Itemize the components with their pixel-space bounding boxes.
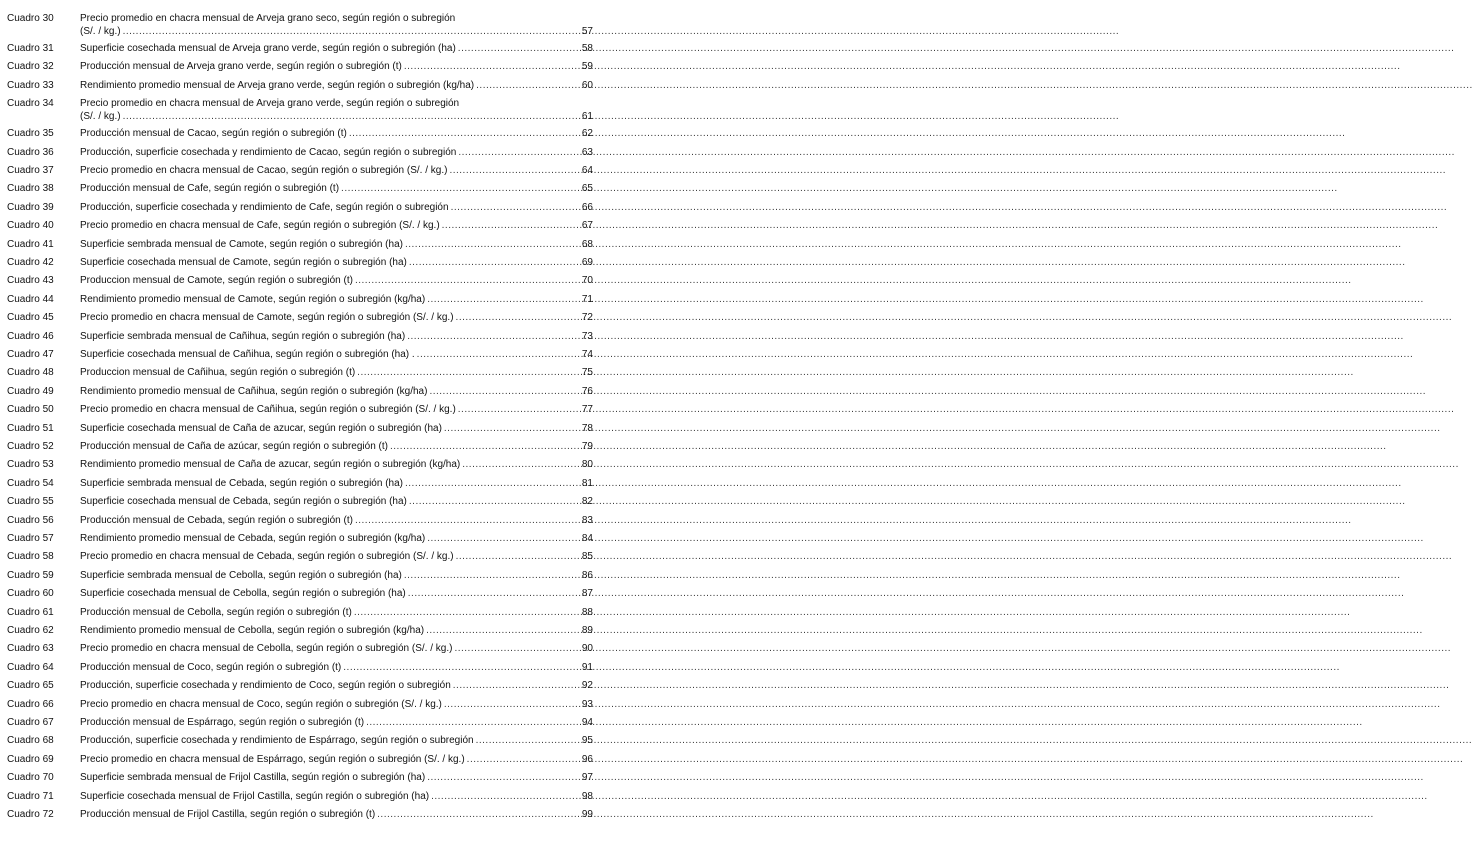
cuadro-number: Cuadro 65 <box>7 680 54 692</box>
cuadro-title-line <box>80 495 578 508</box>
dot-leader <box>454 311 1453 324</box>
page-number: 73 <box>581 330 593 342</box>
cuadro-title-continuation-line <box>80 110 578 123</box>
cuadro-number: Cuadro 66 <box>7 698 54 710</box>
cuadro-title-block <box>80 532 578 545</box>
page-number: 59 <box>581 61 593 73</box>
page-number: 71 <box>581 293 593 305</box>
dot-leader <box>407 256 1406 269</box>
cuadro-title-line <box>80 127 578 140</box>
cuadro-title: Produccion mensual de Camote, según región o subregión (t) <box>80 275 353 287</box>
cuadro-title: Superficie cosechada mensual de Cañihua, según región o subregión (ha) . <box>80 349 415 360</box>
cuadro-title: Producción, superficie cosechada y rendimiento de Cacao, según región o subregión <box>80 146 457 158</box>
page-number: 72 <box>581 312 593 324</box>
dot-leader <box>456 146 1455 159</box>
cuadro-title-line <box>80 661 578 674</box>
cuadro-number: Cuadro 41 <box>7 238 54 250</box>
cuadro-title-line <box>80 440 578 453</box>
cuadro-title-block <box>80 569 578 582</box>
cuadro-title: Precio promedio en chacra mensual de Coco, según región o subregión (S/. / kg.) <box>80 698 442 710</box>
cuadro-number: Cuadro 54 <box>7 477 54 489</box>
cuadro-title: Rendimiento promedio mensual de Cañihua, según región o subregión (kg/ha) <box>80 385 428 397</box>
cuadro-title: Precio promedio en chacra mensual de Cañihua, según región o subregión (S/. / kg.) <box>80 404 456 416</box>
cuadro-title-block <box>80 79 578 92</box>
cuadro-number: Cuadro 68 <box>7 735 54 747</box>
cuadro-title-block <box>80 164 578 177</box>
cuadro-title-line <box>80 808 578 821</box>
cuadro-title-block <box>80 753 578 766</box>
page-number: 64 <box>581 165 593 176</box>
cuadro-title-line <box>80 42 578 55</box>
page-number: 79 <box>581 441 593 452</box>
cuadro-title-line <box>80 550 578 563</box>
cuadro-title-block <box>80 182 578 195</box>
cuadro-title-block <box>80 514 578 527</box>
cuadro-title-line <box>80 679 578 692</box>
dot-leader <box>465 753 1464 766</box>
cuadro-title-block <box>80 330 578 343</box>
cuadro-number: Cuadro 59 <box>7 569 54 581</box>
dot-leader <box>352 606 1351 619</box>
cuadro-title: Rendimiento promedio mensual de Cebolla, según región o subregión (kg/ha) <box>80 625 425 636</box>
page-number: 95 <box>581 735 593 747</box>
cuadro-title-line <box>80 238 578 251</box>
cuadro-title-line <box>80 790 578 803</box>
page-number: 67 <box>581 220 593 232</box>
cuadro-title-block <box>80 256 578 269</box>
cuadro-title-block <box>80 808 578 821</box>
cuadro-title-line <box>80 422 578 435</box>
dot-leader <box>403 238 1402 251</box>
dot-leader <box>402 60 1401 73</box>
dot-leader <box>355 366 1354 379</box>
cuadro-title-line <box>80 79 578 92</box>
page-number: 90 <box>581 643 593 655</box>
cuadro-title: Producción mensual de Cacao, según región o subregión (t) <box>80 128 347 140</box>
cuadro-title-block <box>80 550 578 563</box>
cuadro-title-line <box>80 606 578 619</box>
cuadro-title: Superficie sembrada mensual de Cañihua, según región o subregión (ha) <box>80 330 406 342</box>
cuadro-title: Superficie sembrada mensual de Cebolla, según región o subregión (ha) <box>80 569 402 581</box>
cuadro-number: Cuadro 42 <box>7 257 54 268</box>
cuadro-title: Producción, superficie cosechada y rendimiento de Espárrago, según región o subregión <box>80 735 474 747</box>
cuadro-title-block <box>80 458 578 471</box>
cuadro-title: Producción, superficie cosechada y rendimiento de Coco, según región o subregión <box>80 680 451 692</box>
cuadro-title: Rendimiento promedio mensual de Caña de azucar, según región o subregión (kg/ha) <box>80 459 461 471</box>
cuadro-number: Cuadro 32 <box>7 61 54 73</box>
cuadro-title: Precio promedio en chacra mensual de Cacao, según región o subregión (S/. / kg.) <box>80 165 448 176</box>
cuadro-number: Cuadro 40 <box>7 220 54 232</box>
dot-leader <box>415 348 1414 361</box>
cuadro-title: Producción mensual de Arveja grano verde, según región o subregión (t) <box>80 61 402 73</box>
cuadro-title-block <box>80 477 578 490</box>
page-number: 84 <box>581 533 593 544</box>
cuadro-title-block <box>80 348 578 361</box>
cuadro-number: Cuadro 47 <box>7 349 54 360</box>
cuadro-title: Producción mensual de Caña de azúcar, según región o subregión (t) <box>80 441 388 452</box>
dot-leader <box>460 458 1459 471</box>
page-number: 86 <box>581 569 593 581</box>
page-number: 65 <box>581 183 593 195</box>
cuadro-number: Cuadro 61 <box>7 606 54 618</box>
dot-leader <box>341 661 1340 674</box>
cuadro-title-line <box>80 587 578 600</box>
page-number: 96 <box>581 753 593 765</box>
dot-leader <box>353 514 1352 527</box>
cuadro-title: Precio promedio en chacra mensual de Arveja grano seco, según región o subregión <box>80 13 456 24</box>
cuadro-title-block <box>80 12 578 38</box>
dot-leader <box>452 642 1451 655</box>
cuadro-title-block <box>80 440 578 453</box>
page-number: 74 <box>581 349 593 360</box>
page-number: 82 <box>581 496 593 508</box>
cuadro-number: Cuadro 53 <box>7 459 54 471</box>
cuadro-number: Cuadro 50 <box>7 404 54 416</box>
cuadro-title: Superficie sembrada mensual de Camote, según región o subregión (ha) <box>80 238 403 250</box>
page-number: 88 <box>581 606 593 618</box>
cuadro-title-block <box>80 771 578 784</box>
cuadro-title-block <box>80 146 578 159</box>
page-number: 62 <box>581 128 593 140</box>
cuadro-title-block <box>80 606 578 619</box>
cuadro-title-line <box>80 256 578 269</box>
cuadro-number: Cuadro 72 <box>7 809 54 820</box>
dot-leader <box>388 440 1387 453</box>
page-number: 80 <box>581 459 593 471</box>
cuadro-title-line <box>80 403 578 416</box>
cuadro-title-line <box>80 771 578 784</box>
dot-leader <box>375 808 1374 821</box>
cuadro-number: Cuadro 63 <box>7 643 54 655</box>
page-number: 76 <box>581 385 593 397</box>
cuadro-title-block <box>80 385 578 398</box>
cuadro-title-line <box>80 458 578 471</box>
cuadro-title-line <box>80 219 578 232</box>
cuadro-number: Cuadro 35 <box>7 128 54 140</box>
dot-leader <box>121 110 1120 123</box>
dot-leader <box>474 79 1473 92</box>
dot-leader <box>364 716 1363 729</box>
cuadro-number: Cuadro 57 <box>7 533 54 544</box>
page-number: 97 <box>581 772 593 784</box>
cuadro-title: Superficie cosechada mensual de Camote, según región o subregión (ha) <box>80 257 407 268</box>
cuadro-number: Cuadro 37 <box>7 165 54 176</box>
cuadro-title: Superficie cosechada mensual de Frijol Castilla, según región o subregión (ha) <box>80 790 430 802</box>
page-number: 77 <box>581 404 593 416</box>
page-number: 57 <box>581 26 593 37</box>
cuadro-title-line <box>80 97 578 110</box>
cuadro-title-block <box>80 790 578 803</box>
cuadro-title-line <box>80 366 578 379</box>
page-number: 87 <box>581 588 593 600</box>
cuadro-title-block <box>80 587 578 600</box>
cuadro-number: Cuadro 33 <box>7 79 54 91</box>
cuadro-title-block <box>80 679 578 692</box>
cuadro-title-block <box>80 642 578 655</box>
page-number: 99 <box>581 809 593 820</box>
cuadro-title-block <box>80 422 578 435</box>
dot-leader <box>449 201 1448 214</box>
cuadro-number: Cuadro 36 <box>7 146 54 158</box>
cuadro-title: Superficie cosechada mensual de Cebada, según región o subregión (ha) <box>80 496 407 508</box>
cuadro-title-line <box>80 477 578 490</box>
dot-leader <box>405 330 1404 343</box>
cuadro-number: Cuadro 71 <box>7 790 54 802</box>
cuadro-title: Produccion mensual de Cañihua, según región o subregión (t) <box>80 367 356 379</box>
cuadro-title-line <box>80 514 578 527</box>
cuadro-title-continuation: (S/. / kg.) <box>80 111 121 123</box>
cuadro-number: Cuadro 45 <box>7 312 54 324</box>
cuadro-title-line <box>80 293 578 306</box>
dot-leader <box>402 569 1401 582</box>
cuadro-title-line <box>80 569 578 582</box>
page-number: 78 <box>581 422 593 434</box>
dot-leader <box>121 25 1120 38</box>
cuadro-number: Cuadro 48 <box>7 367 54 379</box>
cuadro-title: Superficie cosechada mensual de Cebolla, según región o subregión (ha) <box>80 588 406 600</box>
cuadro-title-block <box>80 624 578 637</box>
cuadro-title: Superficie cosechada mensual de Caña de azucar, según región o subregión (ha) <box>80 422 442 434</box>
page-number: 75 <box>581 367 593 379</box>
cuadro-title-block <box>80 716 578 729</box>
cuadro-number: Cuadro 39 <box>7 201 54 213</box>
dot-leader <box>451 679 1450 692</box>
cuadro-title-block <box>80 698 578 711</box>
dot-leader <box>353 274 1352 287</box>
cuadro-title-line <box>80 698 578 711</box>
cuadro-number: Cuadro 56 <box>7 514 54 526</box>
page-number: 98 <box>581 790 593 802</box>
dot-leader <box>403 477 1402 490</box>
page-number: 58 <box>581 43 593 54</box>
cuadro-title-line <box>80 642 578 655</box>
cuadro-number: Cuadro 46 <box>7 330 54 342</box>
cuadro-title: Producción mensual de Cebada, según región o subregión (t) <box>80 514 353 526</box>
cuadro-title: Precio promedio en chacra mensual de Cebada, según región o subregión (S/. / kg.) <box>80 551 454 563</box>
cuadro-title-block <box>80 403 578 416</box>
page-number: 85 <box>581 551 593 563</box>
page-number: 83 <box>581 514 593 526</box>
cuadro-title: Producción, superficie cosechada y rendimiento de Cafe, según región o subregión <box>80 201 449 213</box>
cuadro-title-block <box>80 495 578 508</box>
cuadro-title: Precio promedio en chacra mensual de Cafe, según región o subregión (S/. / kg.) <box>80 220 440 232</box>
page-number: 91 <box>581 661 593 673</box>
cuadro-title-line <box>80 385 578 398</box>
cuadro-title-line <box>80 182 578 195</box>
cuadro-title-block <box>80 293 578 306</box>
cuadro-title-line <box>80 348 578 361</box>
page-number: 81 <box>581 477 593 489</box>
cuadro-title-block <box>80 238 578 251</box>
page-number: 63 <box>581 146 593 158</box>
page-number: 69 <box>581 257 593 268</box>
page-number: 89 <box>581 625 593 636</box>
cuadro-number: Cuadro 30 <box>7 13 54 24</box>
cuadro-title: Precio promedio en chacra mensual de Cebolla, según región o subregión (S/. / kg.) <box>80 643 453 655</box>
cuadro-title-continuation-line <box>80 25 578 38</box>
cuadro-title: Producción mensual de Cebolla, según región o subregión (t) <box>80 606 352 618</box>
cuadro-number: Cuadro 43 <box>7 275 54 287</box>
cuadro-title-line <box>80 311 578 324</box>
cuadro-title: Producción mensual de Espárrago, según región o subregión (t) <box>80 717 365 728</box>
cuadro-title-line <box>80 716 578 729</box>
cuadro-number: Cuadro 70 <box>7 772 54 784</box>
cuadro-number: Cuadro 64 <box>7 661 54 673</box>
cuadro-number: Cuadro 44 <box>7 293 54 305</box>
page-number: 66 <box>581 201 593 213</box>
cuadro-title-line <box>80 624 578 637</box>
cuadro-title-block <box>80 311 578 324</box>
dot-leader <box>347 127 1346 140</box>
page-number: 93 <box>581 698 593 710</box>
cuadro-title-line <box>80 146 578 159</box>
cuadro-number: Cuadro 69 <box>7 753 54 765</box>
cuadro-title: Producción mensual de Coco, según región o subregión (t) <box>80 661 342 673</box>
cuadro-title-line <box>80 201 578 214</box>
cuadro-title: Precio promedio en chacra mensual de Espárrago, según región o subregión (S/. / kg.) <box>80 753 465 765</box>
cuadro-number: Cuadro 38 <box>7 183 54 195</box>
cuadro-title: Rendimiento promedio mensual de Arveja grano verde, según región o subregión (kg/ha) <box>80 79 475 91</box>
cuadro-title: Producción mensual de Cafe, según región o subregión (t) <box>80 183 340 195</box>
cuadro-title-line <box>80 330 578 343</box>
cuadro-title-line <box>80 164 578 177</box>
dot-leader <box>456 42 1455 55</box>
cuadro-number: Cuadro 52 <box>7 441 54 452</box>
dot-leader <box>407 495 1406 508</box>
cuadro-number: Cuadro 55 <box>7 496 54 508</box>
cuadro-number: Cuadro 31 <box>7 43 54 54</box>
cuadro-title-block <box>80 127 578 140</box>
page-number: 60 <box>581 79 593 91</box>
cuadro-title-line <box>80 532 578 545</box>
cuadro-title-block <box>80 97 578 123</box>
cuadro-title-line <box>80 734 578 747</box>
cuadro-title: Superficie sembrada mensual de Frijol Castilla, según región o subregión (ha) <box>80 772 426 784</box>
cuadro-title-block <box>80 661 578 674</box>
cuadro-title: Producción mensual de Frijol Castilla, según región o subregión (t) <box>80 809 376 820</box>
cuadro-title-line <box>80 60 578 73</box>
cuadro-title-block <box>80 219 578 232</box>
cuadro-title: Precio promedio en chacra mensual de Camote, según región o subregión (S/. / kg.) <box>80 312 454 324</box>
page-number: 92 <box>581 680 593 692</box>
cuadro-number: Cuadro 51 <box>7 422 54 434</box>
cuadro-title-block <box>80 274 578 287</box>
cuadro-title-block <box>80 366 578 379</box>
dot-leader <box>339 182 1338 195</box>
dot-leader <box>454 550 1453 563</box>
cuadro-title-line <box>80 753 578 766</box>
cuadro-title-block <box>80 42 578 55</box>
cuadro-title-continuation: (S/. / kg.) <box>80 26 121 37</box>
cuadro-title-block <box>80 734 578 747</box>
dot-leader <box>447 164 1446 177</box>
cuadro-number: Cuadro 49 <box>7 385 54 397</box>
cuadro-number: Cuadro 62 <box>7 625 54 636</box>
cuadro-title: Rendimiento promedio mensual de Camote, según región o subregión (kg/ha) <box>80 293 426 305</box>
dot-leader <box>474 734 1473 747</box>
dot-leader <box>406 587 1405 600</box>
cuadro-title-line <box>80 12 578 25</box>
cuadro-title: Superficie sembrada mensual de Cebada, según región o subregión (ha) <box>80 477 403 489</box>
cuadro-number: Cuadro 60 <box>7 588 54 600</box>
page-number: 68 <box>581 238 593 250</box>
cuadro-number: Cuadro 58 <box>7 551 54 563</box>
cuadro-title: Superficie cosechada mensual de Arveja grano verde, según región o subregión (ha) <box>80 43 456 54</box>
cuadro-title: Rendimiento promedio mensual de Cebada, según región o subregión (kg/ha) <box>80 533 426 544</box>
cuadro-number: Cuadro 34 <box>7 98 54 110</box>
cuadro-title-block <box>80 201 578 214</box>
page-number: 61 <box>581 111 593 123</box>
cuadro-title-line <box>80 274 578 287</box>
cuadro-title: Precio promedio en chacra mensual de Arveja grano verde, según región o subregión <box>80 98 460 110</box>
cuadro-number: Cuadro 67 <box>7 717 54 728</box>
page-number: 70 <box>581 275 593 287</box>
cuadro-title-block <box>80 60 578 73</box>
page-number: 94 <box>581 717 593 728</box>
dot-leader <box>456 403 1455 416</box>
